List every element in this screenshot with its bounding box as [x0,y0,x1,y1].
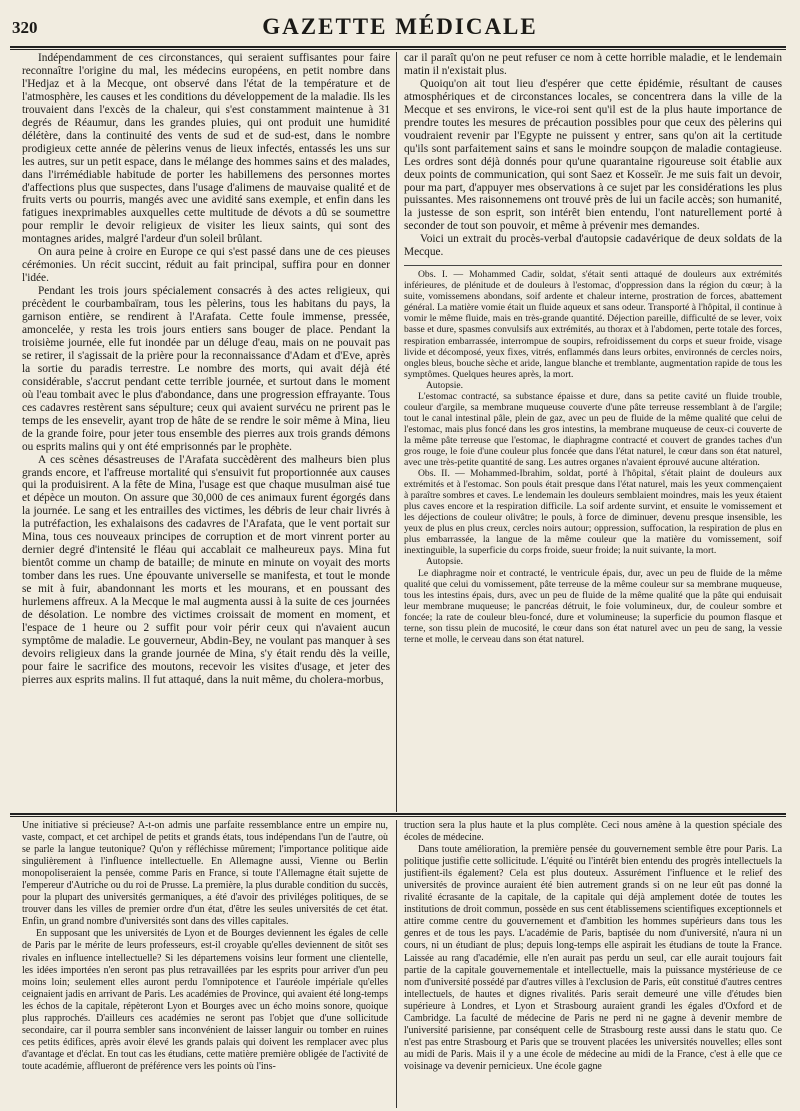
header-rule [10,46,786,48]
feuilleton-rule-thin [10,816,786,817]
autopsy-1: L'estomac contracté, sa substance épaisse et dure, dans sa petite cavité un fluide trouble, couleur d'argile, sa membrane muqueuse couverte d'une pâte terreuse ressemblant à de l'argile; tout le canal intestinal pâle, plein de gaz, avec un peu de fluide de la même qualité que celui de l'estomac, mais plus foncé dans les gros intestins, la membrane muqueuse de ceux-ci couverte de la même pâte terreuse que l'estomac, le diaphragme contracté et couvert de grandes taches d'un gros rouge, le foie d'une couleur plus foncée que dans l'état naturel, le cœur dans son état naturel, avec une très-petite quantité de sang. Les autres organes n'avaient éprouvé aucune altération. [404,390,782,469]
paragraph: On aura peine à croire en Europe ce qui s'est passé dans une de ces pieuses cérémonies. Un récit succint, réduit au fait principal, suffira pour en donner l'idée. [22,246,390,285]
column-right [404,52,782,812]
feuilleton-divider [396,820,397,1108]
paragraph: car il paraît qu'on ne peut refuser ce nom à cette horrible maladie, et le lendemain matin il n'existait plus. [404,52,782,77]
paragraph: Pendant les trois jours spécialement consacrés à des actes religieux, qui précèdent le courbambaïram, tous les pèlerins, tous les habitans du pays, la garnison entière, se rendirent à l'Arafata. Cette foule immense, pressée, amoncelée, y resta les trois jours entiers sans bouger de place. Pendant la troisième journée, elle fut inondée par un déluge d'eau, mais on ne pouvait pas se retirer, il s'agissait de la prière pour la reconnaissance d'Adam et d'Eve, après la sortie du paradis terrestre. Le nombre des morts, qui avait déjà été considérable, s'accrut pendant cette terrible journée, et surtout dans le moment où l'eau tombait avec le plus d'abondance, dans une progression effrayante. Tous ces cadavres restèrent sans sépulture; ceux qui avaient survécu ne prirent pas le temps de les ensevelir, ayant trop de hâte de se rendre le soir même à Mina, lieu de la grande foire, pour jeter tous ensemble des pierres aux trois grands démons ou esprits malins qui y ont été emprisonnés par le prophète. [22,285,390,453]
paragraph: En supposant que les universités de Lyon et de Bourges deviennent les égales de celle de Paris par le mérite de leurs professeurs, est-il croyable qu'elles deviennent de sitôt ses rivales en influence intellectuelle? Si les départemens voisins leur forment une clientelle, les idées importées n'en seront pas plus retravaillées par les esprits pour arriver d'un peu moins loin; seulement elles auront perdu l'omnipotence et l'auréole impériale qu'elles ceignaient jadis en arrivant de Paris. Les académies de Province, qui avaient été long-temps les échos de la capitale, répèteront Lyon et Bourges avec un écho moins sonore, quoique plus rapprochés. D'ailleurs ces académies ne seront pas l'objet que d'une sollicitude secondaire, car il pourra sembler sans inconvénient de laisser languir ou tomber en ruines ces petits édifices, après avoir élevé les grands palais qui doivent les remplacer avec plus d'avantage et d'éclat. En tout cas les étudians, cette matière première obligée de l'activité de toute académie, afflueront de préférence vers les points où l'ins- [22,928,388,1072]
column-divider [396,52,397,812]
observation-1: Obs. I. — Mohammed Cadir, soldat, s'était senti attaqué de douleurs aux extrémités inférieures, de plénitude et de douleurs à l'estomac, d'oppression dans la région du cœur; à la suite, vomissemens abondans, soif ardente et chaleur interne, prostration de forces, abattement général. La matière vomie était un fluide aqueux et sans odeur. Transporté à l'hôpital, il continue à vomir le même fluide, mais en très-grande quantité. Déjection pareille, difficulté de se lever, voix basse et dure, spasmes convulsifs aux extrémités, au thorax et à l'abdomen, perte totale des forces, respiration embarrassée, interrompue de soupirs, refroidissement du corps et sueur froide, visage livide et décomposé, yeux fixes, vitrés, enflammés dans leurs orbites, environnés de cercles noirs, ongles bleus, bouche sèche et aride, langue blanche et tremblante, augmentation rapide de tous les symptômes. Quelques heures après, la mort. [404,269,782,380]
feuilleton-right [404,820,782,1108]
main-text [404,52,782,259]
autopsy-heading: Autopsie. [426,379,464,391]
feuilleton-rule [10,813,786,815]
paragraph: Voici un extrait du procès-verbal d'autopsie cadavérique de deux soldats de la Mecque. [404,233,782,259]
paragraph: Dans toute amélioration, la première pensée du gouvernement semble être pour Paris. La politique justifie cette sollicitude. L'équité ou l'intérêt bien entendu des progrès intellectuels la justifient-ils également? Cela est plus douteux. Assurément l'influence et le relief des universités de province auraient été bien autrement grands si on ne leur eût pas donné la rivalité écrasante de la capitale, de la capitale qui déjà amplement dotée de toutes les institutions de droit commun, possède en sus cent établissemens scientifiques exceptionnels et attire comme centre du gouvernement et d'ambition les hommes supérieurs dans tous les genres et de tous les pays. L'académie de Paris, baptisée du nom d'université, n'aura ni un cours, ni un étudiant de plus; depuis long-temps elle aspirait les étudians de toute la France. Laissée au rang d'académie, elle n'en aurait pas perdu un seul, car elle aurait toujours fait partie de la capitale gouvernementale et intellectuelle, mais la puissance mystérieuse de ce nom d'université possédé par d'autres villes à l'exclusion de Paris, eût constitué d'autres centres intellectuels, de hautes et dignes rivalités. Paris serait demeuré une ville d'études bien supérieure à Londres, et Lyon et Strasbourg auraient grandi les égales d'Oxford et de Cambridge. La faculté de médecine de Paris ne perd ni ne gagne à devenir membre de l'université parisienne, par conséquent celle de Strasbourg reste aussi dans le statu quo. Ce n'est pas entre Strasbourg et Paris que se trouvent placées les universités nouvelles; elles sont au midi de Paris. Mais il y a une école de médecine au midi de la France, c'est à elle que ce voisinage va devenir pernicieux. Une école gagne [404,844,782,1072]
journal-title: GAZETTE MÉDICALE [262,14,538,39]
autopsy-heading: Autopsie. [426,556,464,568]
observation-2: Obs. II. — Mohammed-Ibrahim, soldat, porté à l'hôpital, s'était plaint de douleurs aux extrémités et à l'estomac. Son pouls était presque dans l'état naturel, mais les yeux commençaient à paraître sombres et caves. Le lendemain les douleurs semblaient moindres, mais les yeux étaient plus caves encore et la respiration difficile. La soif ardente survint, et ensuite le vomissement et les déjections de couleur olivâtre; le pouls, à force de diminuer, devenu presque insensible, les yeux de plus en plus creux, cercles noirs autour; oppression, suffocation, la respiration de plus en plus embarrassée, la langue de la même couleur que la matière du vomissement, soif inextinguible, la superficie du corps froide, sueur froide; la nuit suivante, la mort. [404,468,782,557]
page-number: 320 [12,18,38,37]
autopsy-2: Le diaphragme noir et contracté, le ventricule épais, dur, avec un peu de fluide de la même qualité que celui du vomissement, pâte terreuse de la même couleur sur sa membrane muqueuse, tous les intestins épais, durs, avec un peu de fluide de la même qualité que la pâte qui enduisait leur membrane muqueuse; le pancréas détruit, le foie volumineux, dur, de couleur sombre et foncée; la rate de couleur bleu-foncé, dure et volumineuse; la superficie du poumon flasque et terne, son tissu plein de mucosité, le cœur dans son état naturel avec un peu de sang, la vessie terne et molle, le cerveau dans son état naturel. [404,567,782,645]
autopsy-report [404,265,782,645]
column-left [22,52,390,812]
paragraph: Une initiative si précieuse? A-t-on admis une parfaite ressemblance entre un empire nu, vaste, compact, et cet archipel de petits et grands états, tous indépendans l'un de l'autre, où se parle la langue teutonique? Qu'on y réfléchisse mûrement; l'importance politique aide singulièrement à l'influence intellectuelle. En Allemagne aussi, Vienne ou Berlin monopoliseraient la pensée, comme Paris en France, si toute l'Allemagne était sujette de l'empereur d'Autriche ou du roi de Prusse. La première, la plus durable condition du succès, pour la plupart des universités germaniques, a été d'avoir des priviléges politiques, de se trouver dans les villes de premier ordre d'un état, d'être les seules universités de cet état. Enfin, un grand nombre d'universités sont dans des villes capitales. [22,820,388,928]
paragraph: A ces scènes désastreuses de l'Arafata succèdèrent des malheurs bien plus grands encore, et l'affreuse mortalité qui s'ensuivit fut proportionnée aux causes qui la produisirent. A la fête de Mina, l'usage est que chaque musulman aisé tue et dépèce un mouton. On assure que 30,000 de ces animaux furent égorgés dans la journée. Le sang et les entrailles des victimes, les débris de leur chair livrés à la putréfaction, les exhalaisons des cadavres de l'Arafata, que le vent portait sur Mina, tous ces nouveaux principes de corruption et de mort vinrent porter au dernier degré d'intensité le fléau qui accablait ce malheureux pays. Mina fut bientôt comme un champ de bataille; de minute en minute on voyait des morts tomber dans les rues. Une épouvante universelle se manifesta, et tout le monde se mit à fuir, abandonnant les morts et les mourans, et en poussant des hurlemens affreux. A la Mecque le mal augmenta aussi à la suite de ces journées de désolation. Le nombre des victimes croissait de moment en moment, et l'espace de 1 heure ou 2 suffit pour voir périr ceux qui n'avaient aucun symptôme de maladie. Le gouverneur, Abdin-Bey, ne voulant pas manquer à ses devoirs religieux dans la grande journée de Mina, s'y était rendu dès la veille, pour faire le sacrifice des moutons, recevoir les visites d'usage, et jeter des pierres aux esprits malins. Il fut attaqué, dans la nuit même, du cholera-morbus, [22,453,390,686]
header-rule-thin [10,49,786,50]
paragraph: truction sera la plus haute et la plus complète. Ceci nous amène à la question spéciale des écoles de médecine. [404,820,782,844]
paragraph: Indépendamment de ces circonstances, qui seraient suffisantes pour faire reconnaître l'origine du mal, les médecins européens, en petit nombre dans l'Hedjaz et à la Mecque, ont observé dans l'état de la température et de l'atmosphère, les causes et les conditions du développement de la maladie. Ils les trouvaient dans l'excès de la chaleur, qui s'est constamment maintenue à 31 degrés de Réaumur, dans les grandes pluies, qui ont produit une humidité délétère, dans la continuité des vents de sud et de sud-est, dans le nombre prodigieux cette année de pèlerins venus de lieux infectés, entassés les uns sur les autres, sur un petit espace, dans le mélange des hommes sains et des malades, dans l'irrémédiable habitude de porter les habillemens des personnes mortes d'affections plus que suspectes, dans l'usage d'alimens de mauvaise qualité et de fruits verts ou pourris, mangés avec une avidité sans exemple, et enfin dans les fatigues inexprimables auxquelles cette multitude de dévots a dû se soumettre pour remplir le devoir religieux de visiter les lieux saints, qui sont des montagnes arides, malgré l'ardeur d'un soleil brûlant. [22,52,390,246]
feuilleton-left [22,820,388,1108]
paragraph: Quoiqu'on ait tout lieu d'espérer que cette épidémie, résultant de causes atmosphériques et de circonstances locales, se concentrera dans la ville de la Mecque et ses environs, le vice-roi sent qu'il est de la plus haute importance de prendre toutes les mesures de précaution possibles pour que ceux des pèlerins qui voudraient revenir par l'Egypte ne puissent y entrer, sans qu'on ait la certitude qu'ils sont parfaitement sains et sans le moindre soupçon de maladie contagieuse. Les ordres sont déjà donnés pour qu'une quarantaine rigoureuse soit établie aux deux points de communication, qui sont Saez et Kosseïr. Je me suis fait un devoir, pour ma part, d'appuyer mes observations à ce sujet par les considérations les plus puissantes. Mes raisonnemens ont trouvé près de lui un facile accès; son humanité, la justesse de son esprit, son intérêt bien entendu, l'ont naturellement porté à seconder de tout son pouvoir, et même à prévenir mes demandes. [404,77,782,233]
